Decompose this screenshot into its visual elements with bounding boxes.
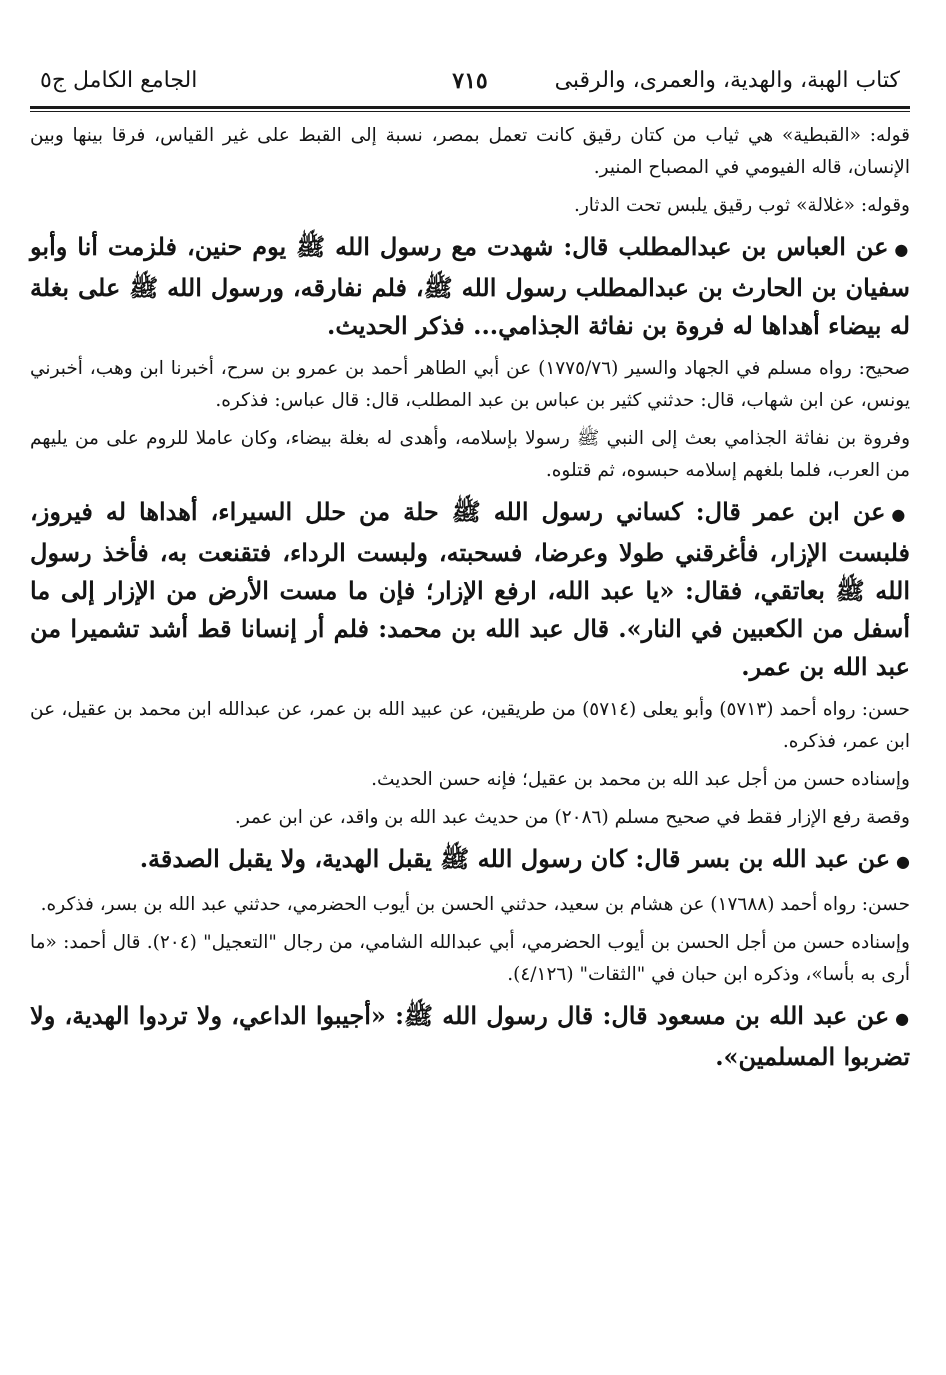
hadith-paragraph — [30, 840, 910, 881]
bullet-icon: ● — [891, 505, 910, 524]
book-page — [30, 62, 910, 1084]
page-body — [30, 120, 910, 1076]
takhrij-paragraph: حسن: رواه أحمد (١٧٦٨٨) عن هشام بن سعيد، حدثني الحسن بن أيوب الحضرمي، حدثني عبد الله بن بسر، فذكره. — [40, 894, 910, 915]
commentary-paragraph: وإسناده حسن من أجل الحسن بن أيوب الحضرمي، أبي عبدالله الشامي، من رجال "التعجيل" (٢٠٤). قال أحمد: «ما أرى به بأسا»، وذكره ابن حبان في "الثقات" (٤/١٢٦). — [30, 932, 910, 985]
book-title: الجامع الكامل ج٥ — [40, 68, 198, 93]
hadith-paragraph — [30, 493, 910, 686]
commentary-paragraph: وفروة بن نفاثة الجذامي بعث إلى النبي ﷺ رسولا بإسلامه، وأهدى له بغلة بيضاء، وكان عاملا للروم على من يليهم من العرب، فلما بلغهم إسلامه حبسوه، ثم قتلوه. — [30, 428, 910, 481]
chapter-title: كتاب الهبة، والهدية، والعمرى، والرقبى — [554, 68, 900, 93]
takhrij-paragraph: صحيح: رواه مسلم في الجهاد والسير (١٧٧٥/٧٦) عن أبي الطاهر أحمد بن عمرو بن سرح، أخبرنا ابن وهب، أخبرني يونس، عن ابن شهاب، قال: حدثني كثير بن عباس بن عبد المطلب، قال: قال عباس: فذكره. — [30, 358, 910, 411]
hadith-text: عن عبد الله بن بسر قال: كان رسول الله ﷺ يقبل الهدية، ولا يقبل الصدقة. — [139, 844, 891, 873]
commentary-paragraph: وقصة رفع الإزار فقط في صحيح مسلم (٢٠٨٦) من حديث عبد الله بن واقد، عن ابن عمر. — [234, 807, 910, 828]
hadith-paragraph — [30, 228, 910, 345]
header-rule — [30, 106, 910, 112]
bullet-icon: ● — [894, 240, 910, 259]
hadith-text: عن ابن عمر قال: كساني رسول الله ﷺ حلة من حلل السيراء، أهداها له فيروز، فلبست الإزار، فأغرقني طولا وعرضا، فسحبته، ولبست الرداء، فتقنعت به، فأخذ رسول الله ﷺ بعاتقي، فقال: «يا عبد الله، ارفع الإزار؛ فإن ما مست الأرض من الإزار إلى ما أسفل من الكعبين في النار». قال عبد الله بن محمد: فلم أر إنسانا قط أشد تشميرا من عبد الله بن عمر. — [30, 497, 910, 681]
commentary-paragraph: وقوله: «غلالة» ثوب رقيق يلبس تحت الدثار. — [573, 195, 910, 216]
hadith-text: عن عبد الله بن مسعود قال: قال رسول الله ﷺ: «أجيبوا الداعي، ولا تردوا الهدية، ولا تضربوا المسلمين». — [30, 1001, 910, 1071]
page-number: ٧١٥ — [452, 68, 488, 94]
bullet-icon: ● — [895, 1009, 910, 1028]
commentary-paragraph: وإسناده حسن من أجل عبد الله بن محمد بن عقيل؛ فإنه حسن الحديث. — [371, 769, 910, 790]
commentary-paragraph: قوله: «القبطية» هي ثياب من كتان رقيق كانت تعمل بمصر، نسبة إلى القبط على غير القياس، فرقا بينها وبين الإنسان، قاله الفيومي في المصباح المنير. — [30, 125, 910, 178]
hadith-paragraph — [30, 997, 910, 1076]
takhrij-paragraph: حسن: رواه أحمد (٥٧١٣) وأبو يعلى (٥٧١٤) من طريقين، عن عبيد الله بن عمر، عن عبدالله ابن محمد بن عقيل، عن ابن عمر، فذكره. — [30, 699, 910, 752]
hadith-text: عن العباس بن عبدالمطلب قال: شهدت مع رسول الله ﷺ يوم حنين، فلزمت أنا وأبو سفيان بن الحارث بن عبدالمطلب رسول الله ﷺ، فلم نفارقه، ورسول الله ﷺ على بغلة له بيضاء أهداها له فروة بن نفاثة الجذامي... فذكر الحديث. — [30, 232, 910, 340]
bullet-icon: ● — [896, 852, 910, 871]
page-header — [30, 62, 910, 106]
